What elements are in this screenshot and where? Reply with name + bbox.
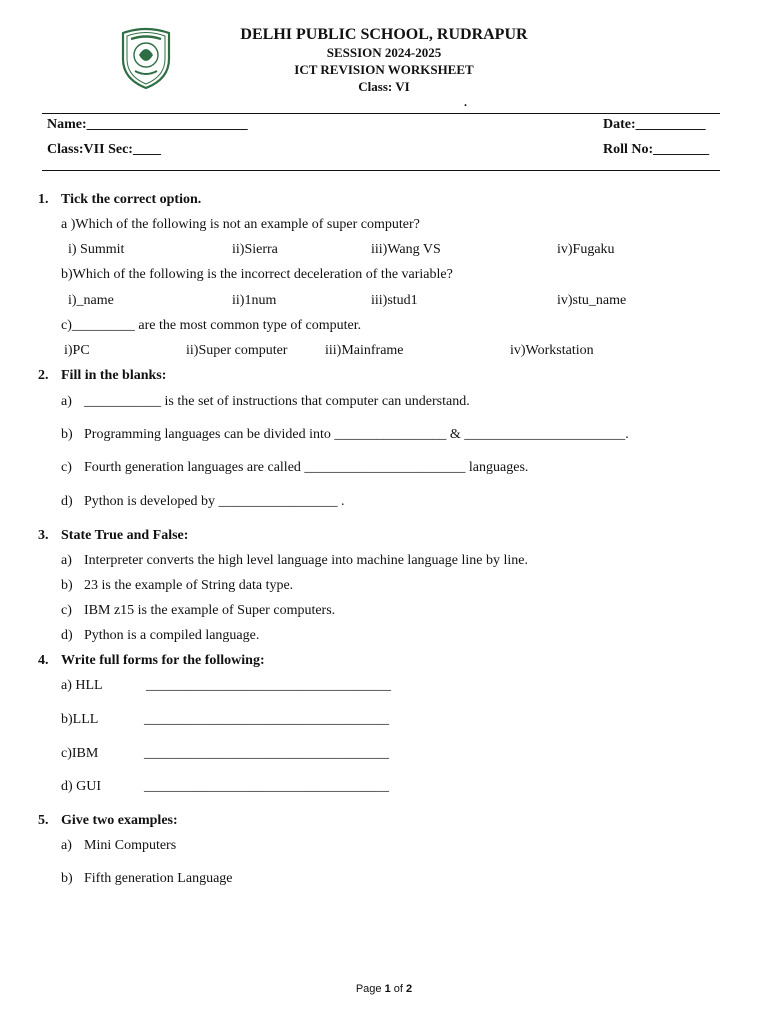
name-field: Name:_______________________	[47, 117, 248, 132]
q1b-question: b)Which of the following is the incorrect deceleration of the variable?	[61, 267, 453, 282]
q4b-blank: ___________________________________	[144, 712, 389, 727]
q3d-text: Python is a compiled language.	[84, 628, 260, 643]
q4c-label: c)IBM	[61, 746, 99, 761]
class-sec-field: Class:VII Sec:____	[47, 142, 161, 157]
q3-heading: State True and False:	[61, 528, 189, 543]
q3c-label: c)	[61, 603, 72, 618]
q3a-label: a)	[61, 553, 72, 568]
q2c-text: Fourth generation languages are called _______________________ languages.	[84, 460, 529, 475]
page-indicator	[0, 984, 768, 995]
q1-number: 1.	[38, 192, 49, 207]
q4c-blank: ___________________________________	[144, 746, 389, 761]
q1a-option-4: iv)Fugaku	[557, 242, 615, 257]
q1-heading: Tick the correct option.	[61, 192, 202, 207]
q1c-option-4: iv)Workstation	[510, 343, 594, 358]
q5b-text: Fifth generation Language	[84, 871, 233, 886]
date-field: Date:__________	[603, 117, 706, 132]
q3b-text: 23 is the example of String data type.	[84, 578, 294, 593]
q2a-label: a)	[61, 394, 72, 409]
q2c-label: c)	[61, 460, 72, 475]
q1a-option-1: i) Summit	[68, 242, 125, 257]
class-label: Class: VI	[358, 79, 410, 94]
q2b-text: Programming languages can be divided into ________________ & _______________________.	[84, 427, 629, 442]
q5-number: 5.	[38, 813, 49, 828]
page-number: 1	[384, 983, 391, 995]
header-dot: .	[464, 95, 467, 109]
bottom-rule	[42, 170, 720, 171]
q1a-option-2: ii)Sierra	[232, 242, 278, 257]
q3c-text: IBM z15 is the example of Super computers.	[84, 603, 336, 618]
session-label: SESSION 2024-2025	[326, 45, 442, 60]
worksheet-title: ICT REVISION WORKSHEET	[294, 62, 474, 77]
roll-field: Roll No:________	[603, 142, 710, 157]
q2-heading: Fill in the blanks:	[61, 368, 167, 383]
q5-heading: Give two examples:	[61, 813, 178, 828]
q1c-option-2: ii)Super computer	[186, 343, 288, 358]
q4-number: 4.	[38, 653, 49, 668]
q4-heading: Write full forms for the following:	[61, 653, 265, 668]
q2d-label: d)	[61, 494, 73, 509]
top-rule	[42, 113, 720, 114]
q4a-blank: ___________________________________	[146, 678, 391, 693]
q5a-text: Mini Computers	[84, 838, 177, 853]
q2d-text: Python is developed by _________________ .	[84, 494, 345, 509]
page-prefix: Page	[355, 983, 385, 995]
q1a-option-3: iii)Wang VS	[371, 242, 441, 257]
q1b-option-4: iv)stu_name	[557, 293, 627, 308]
q3d-label: d)	[61, 628, 73, 643]
q2-number: 2.	[38, 368, 49, 383]
q4d-blank: ___________________________________	[144, 779, 389, 794]
q2b-label: b)	[61, 427, 73, 442]
q4b-label: b)LLL	[61, 712, 99, 727]
q1c-question: c)_________ are the most common type of computer.	[61, 318, 362, 333]
q5a-label: a)	[61, 838, 72, 853]
school-name: DELHI PUBLIC SCHOOL, RUDRAPUR	[240, 26, 528, 43]
q4d-label: d) GUI	[61, 779, 102, 794]
q3a-text: Interpreter converts the high level language into machine language line by line.	[84, 553, 528, 568]
q1b-option-1: i)_name	[68, 293, 114, 308]
q4a-label: a) HLL	[61, 678, 103, 693]
q1c-option-1: i)PC	[64, 343, 90, 358]
q1a-question: a )Which of the following is not an example of super computer?	[61, 217, 420, 232]
page-total: 2	[406, 983, 413, 995]
q2a-text: ___________ is the set of instructions that computer can understand.	[84, 394, 470, 409]
q1c-option-3: iii)Mainframe	[325, 343, 404, 358]
q3b-label: b)	[61, 578, 73, 593]
q5b-label: b)	[61, 871, 73, 886]
page-of: of	[390, 983, 407, 995]
q3-number: 3.	[38, 528, 49, 543]
q1b-option-2: ii)1num	[232, 293, 277, 308]
q1b-option-3: iii)stud1	[371, 293, 418, 308]
